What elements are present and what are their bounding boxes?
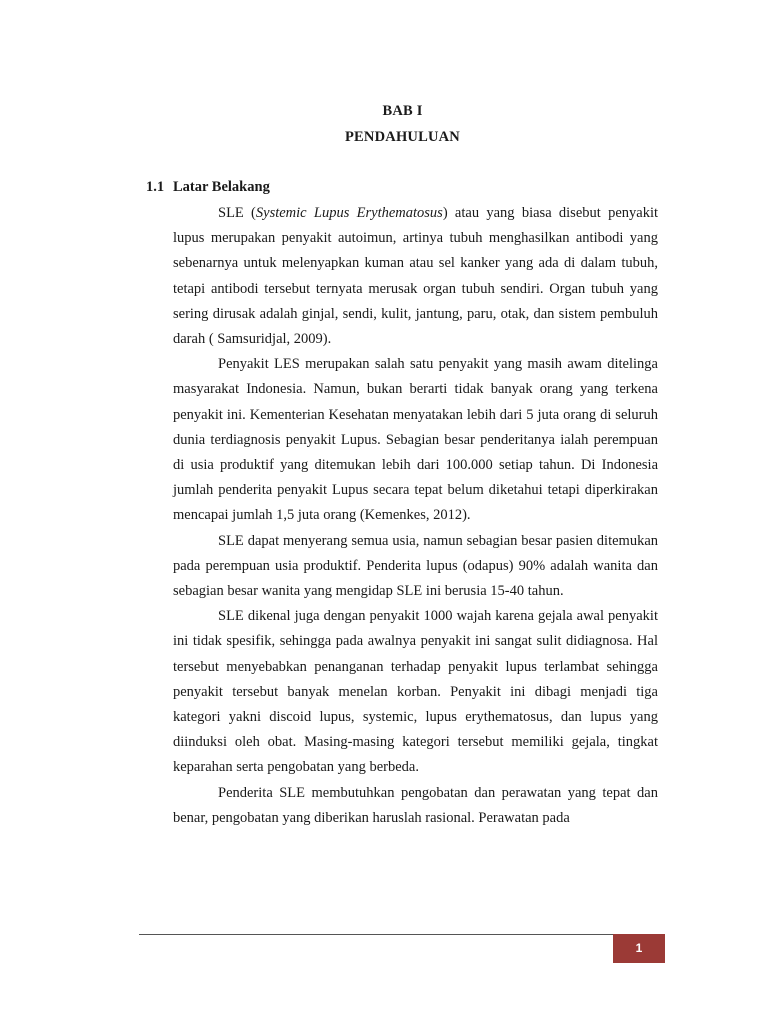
paragraph-4: SLE dikenal juga dengan penyakit 1000 wajah karena gejala awal penyakit ini tidak spesifik, sehingga pada awalnya penyakit ini sangat sulit didiagnosa. Hal tersebut menyebabkan penanganan terhadap penyakit lupus terlambat sehingga penyakit tersebut banyak menelan korban. Penyakit ini dibagi menjadi tiga kategori yakni discoid lupus, systemic, lupus erythematosus, dan lupus yang diinduksi oleh obat. Masing-masing kategori tersebut memiliki gejala, tingkat keparahan serta pengobatan yang berbeda. (173, 608, 658, 776)
chapter-title: PENDAHULUAN (345, 129, 460, 145)
chapter-number: BAB I (382, 103, 423, 119)
paragraph-2: Penyakit LES merupakan salah satu penyakit yang masih awam ditelinga masyarakat Indonesia. Namun, bukan berarti tidak banyak orang yang terkena penyakit ini. Kementerian Kesehatan menyatakan lebih dari 5 juta orang di seluruh dunia terdiagnosis penyakit Lupus. Sebagian besar penderitanya ialah perempuan di usia produktif yang ditemukan lebih dari 100.000 setiap tahun. Di Indonesia jumlah penderita penyakit Lupus secara tepat belum diketahui tetapi diperkirakan mencapai jumlah 1,5 juta orang (Kemenkes, 2012). (173, 356, 658, 524)
paragraph-1-italic-term: Systemic Lupus Erythematosus (255, 205, 443, 221)
paragraph-5: Penderita SLE membutuhkan pengobatan dan perawatan yang tepat dan benar, pengobatan yang diberikan haruslah rasional. Perawatan pada (173, 784, 658, 826)
body-text (173, 201, 658, 831)
section-title: Latar Belakang (173, 179, 270, 195)
paragraph-3: SLE dapat menyerang semua usia, namun sebagian besar pasien ditemukan pada perempuan usia produktif. Penderita lupus (odapus) 90% adalah wanita dan sebagian besar wanita yang mengidap SLE ini berusia 15-40 tahun. (173, 532, 658, 600)
section-number: 1.1 (146, 179, 165, 195)
paragraph-1 (173, 201, 658, 352)
footer-rule (139, 934, 613, 935)
paragraph-1-lead: SLE ( (218, 205, 256, 221)
paragraph-1-rest: ) atau yang biasa disebut penyakit lupus merupakan penyakit autoimun, artinya tubuh menghasilkan antibodi yang sebenarnya untuk melenyapkan kuman atau sel kanker yang ada di dalam tubuh, tetapi antibodi tersebut ternyata merusak organ tubuh sendiri. Organ tubuh yang sering dirusak adalah ginjal, sendi, kulit, jantung, paru, otak, dan sistem pembuluh darah ( Samsuridjal, 2009). (173, 205, 658, 348)
page-number: 1 (613, 934, 665, 963)
section-heading (146, 179, 270, 196)
